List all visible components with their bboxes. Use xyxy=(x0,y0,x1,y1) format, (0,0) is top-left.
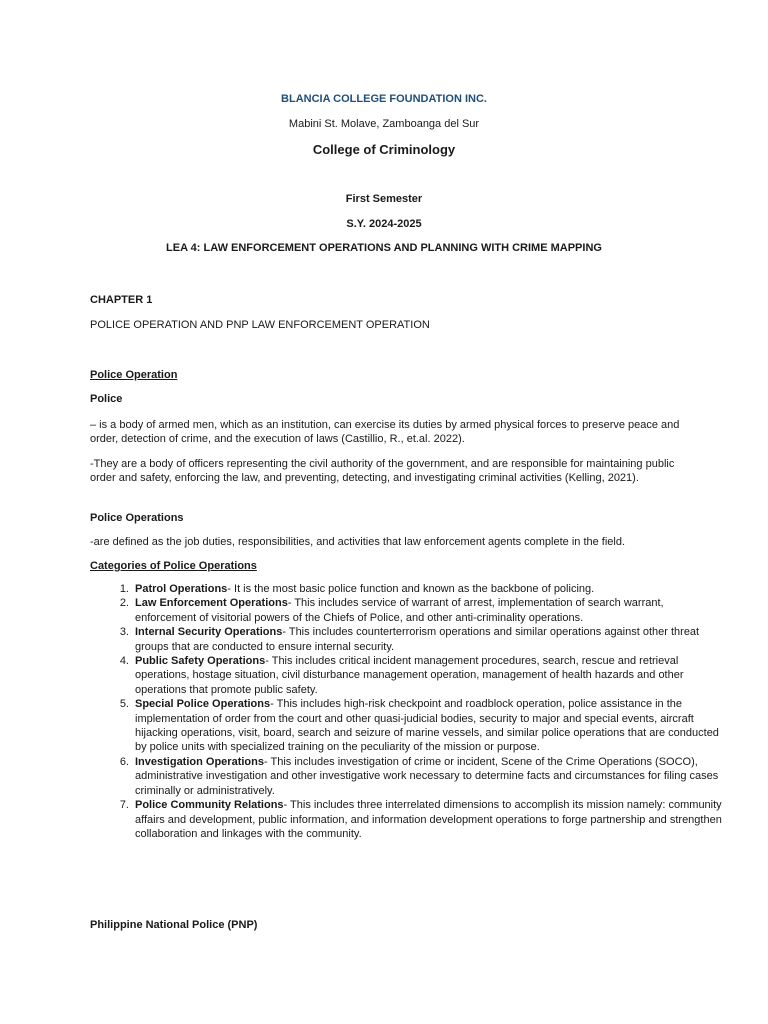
term-police-operations: Police Operations xyxy=(90,512,184,524)
item-text: - It is the most basic police function and known as the backbone of policing. xyxy=(227,583,595,595)
item-term: Law Enforcement Operations xyxy=(135,597,288,610)
institution-address: Mabini St. Molave, Zamboanga del Sur xyxy=(288,118,480,130)
list-item: 3. Internal Security Operations- This includes counterterrorism operations and similar operations against other threat groups that are conducted to ensure internal security. xyxy=(119,626,700,653)
categories-list xyxy=(90,582,725,841)
item-term: Investigation Operations xyxy=(135,755,264,768)
item-text: - This includes counterterrorism operations and similar operations against other threat groups that are conducted to ensure internal security. xyxy=(135,626,700,653)
item-term: Police Community Relations xyxy=(135,799,284,812)
item-text: - This includes investigation of crime or incident, Scene of the Crime Operations (SOCO), administrative investigation and other investigative work necessary to determine facts and circumstances for filing cases criminally or administratively. xyxy=(135,755,719,797)
police-definition-1: – is a body of armed men, which as an institution, can exercise its duties by armed physical forces to preserve peace and order, detection of crime, and the execution of laws (Castillio, R., et.al. 2022). xyxy=(90,419,680,445)
term-police: Police xyxy=(90,393,123,405)
item-text: - This includes high-risk checkpoint and roadblock operation, police assistance in the implementation of order from the court and other quasi-judicial bodies, security to major and special events, aircraft hijacking operations, visit, board, search and seizure of marine vessels, and similar police operations that are conducted by police units with specialized training on the peculiarity of the mission or purpose. xyxy=(135,698,719,754)
list-item: 5. Special Police Operations- This includes high-risk checkpoint and roadblock operation, police assistance in the implementation of order from the court and other quasi-judicial bodies, security to major and special events, aircraft hijacking operations, visit, board, search and seizure of marine vessels, and similar police operations that are conducted by police units with specialized training on the peculiarity of the mission or purpose. xyxy=(119,698,719,754)
list-item: 4. Public Safety Operations- This includes critical incident management procedures, search, rescue and retrieval operations, hostage situation, civil disturbance management operation, management of health hazards and other operations that promote public safety. xyxy=(119,655,684,696)
semester: First Semester xyxy=(345,193,423,205)
chapter-title: POLICE OPERATION AND PNP LAW ENFORCEMENT OPERATION xyxy=(90,319,430,331)
section-heading-police-operation: Police Operation xyxy=(90,369,178,381)
police-operations-definition: -are defined as the job duties, responsibilities, and activities that law enforcement agents complete in the field. xyxy=(90,536,626,548)
list-item: 1. Patrol Operations- It is the most basic police function and known as the backbone of policing. xyxy=(119,583,595,595)
course-title: LEA 4: LAW ENFORCEMENT OPERATIONS AND PLANNING WITH CRIME MAPPING xyxy=(166,242,602,254)
item-term: Special Police Operations xyxy=(135,698,271,711)
chapter-label: CHAPTER 1 xyxy=(90,294,153,306)
college-name: College of Criminology xyxy=(312,142,456,157)
institution-name: BLANCIA COLLEGE FOUNDATION INC. xyxy=(281,93,487,105)
police-definition-2: -They are a body of officers representing the civil authority of the government, and are responsible for maintaining public order and safety, enforcing the law, and preventing, detecting, and investigating criminal activities (Kelling, 2021). xyxy=(90,458,675,484)
list-item: 7. Police Community Relations- This includes three interrelated dimensions to accomplish its mission namely: community affairs and development, public information, and information development operations to forge partnership and strengthen collaboration and linkages with the community. xyxy=(119,799,722,840)
item-term: Patrol Operations xyxy=(135,583,228,595)
item-text: - This includes three interrelated dimensions to accomplish its mission namely: community affairs and development, public information, and information development operations to forge partnership and strengthen collaboration and linkages with the community. xyxy=(135,799,722,840)
school-year: S.Y. 2024-2025 xyxy=(346,218,422,230)
item-term: Public Safety Operations xyxy=(135,655,266,668)
item-text: - This includes service of warrant of arrest, implementation of search warrant, enforcement of visitorial powers of the Chiefs of Police, and other anti-criminality operations. xyxy=(135,597,664,624)
list-item: 6. Investigation Operations- This includes investigation of crime or incident, Scene of the Crime Operations (SOCO), administrative investigation and other investigative work necessary to determine facts and circumstances for filing cases criminally or administratively. xyxy=(119,755,719,797)
pnp-heading: Philippine National Police (PNP) xyxy=(90,919,258,931)
item-text: - This includes critical incident management procedures, search, rescue and retrieval operations, hostage situation, civil disturbance management operation, management of health hazards and other operations that promote public safety. xyxy=(135,655,684,696)
list-item: 2. Law Enforcement Operations- This includes service of warrant of arrest, implementation of search warrant, enforcement of visitorial powers of the Chiefs of Police, and other anti-criminality operations. xyxy=(119,597,664,624)
categories-heading: Categories of Police Operations xyxy=(90,560,257,572)
item-term: Internal Security Operations xyxy=(135,626,283,639)
